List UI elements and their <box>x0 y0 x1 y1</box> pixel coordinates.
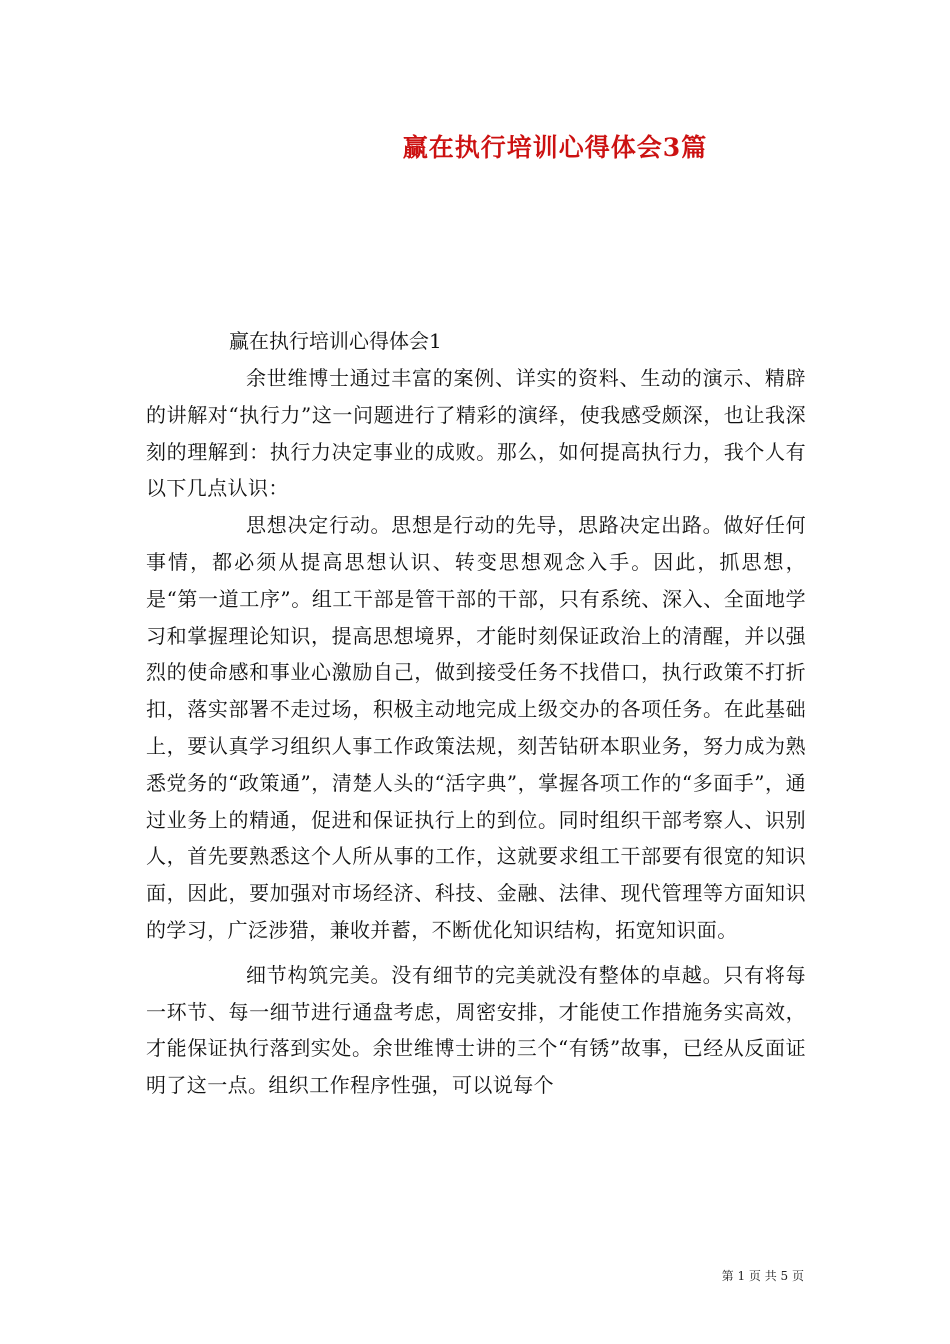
paragraph-2: 思想决定行动。思想是行动的先导，思路决定出路。做好任何事情，都必须从提高思想认识、转变思想观念入手。因此，抓思想，是“第一道工序”。组工干部是管干部的干部，只有系统、深入、全面地学习和掌握理论知识，提高思想境界，才能时刻保证政治上的清醒，并以强烈的使命感和事业心激励自己，做到接受任务不找借口，执行政策不打折扣，落实部署不走过场，积极主动地完成上级交办的各项任务。在此基础上，要认真学习组织人事工作政策法规，刻苦钻研本职业务，努力成为熟悉党务的“政策通”，清楚人头的“活字典”，掌握各项工作的“多面手”，通过业务上的精通，促进和保证执行上的到位。同时组织干部考察人、识别人，首先要熟悉这个人所从事的工作，这就要求组工干部要有很宽的知识面，因此，要加强对市场经济、科技、金融、法律、现代管理等方面知识的学习，广泛涉猎，兼收并蓄，不断优化知识结构，拓宽知识面。 <box>146 513 806 942</box>
page-footer: 第 1 页 共 5 页 <box>721 1269 804 1283</box>
document-title: 赢在执行培训心得体会3篇 <box>402 133 708 162</box>
paragraph-1: 余世维博士通过丰富的案例、详实的资料、生动的演示、精辟的讲解对“执行力”这一问题进行了精彩的演绎，使我感受颇深，也让我深刻的理解到：执行力决定事业的成败。那么，如何提高执行力，我个人有以下几点认识： <box>146 366 806 501</box>
section-heading: 赢在执行培训心得体会1 <box>229 329 442 353</box>
document-body <box>146 360 806 1104</box>
paragraph-3: 细节构筑完美。没有细节的完美就没有整体的卓越。只有将每一环节、每一细节进行通盘考虑，周密安排，才能使工作措施务实高效，才能保证执行落到实处。余世维博士讲的三个“有锈”故事，已经从反面证明了这一点。组织工作程序性强，可以说每个 <box>146 962 806 1098</box>
